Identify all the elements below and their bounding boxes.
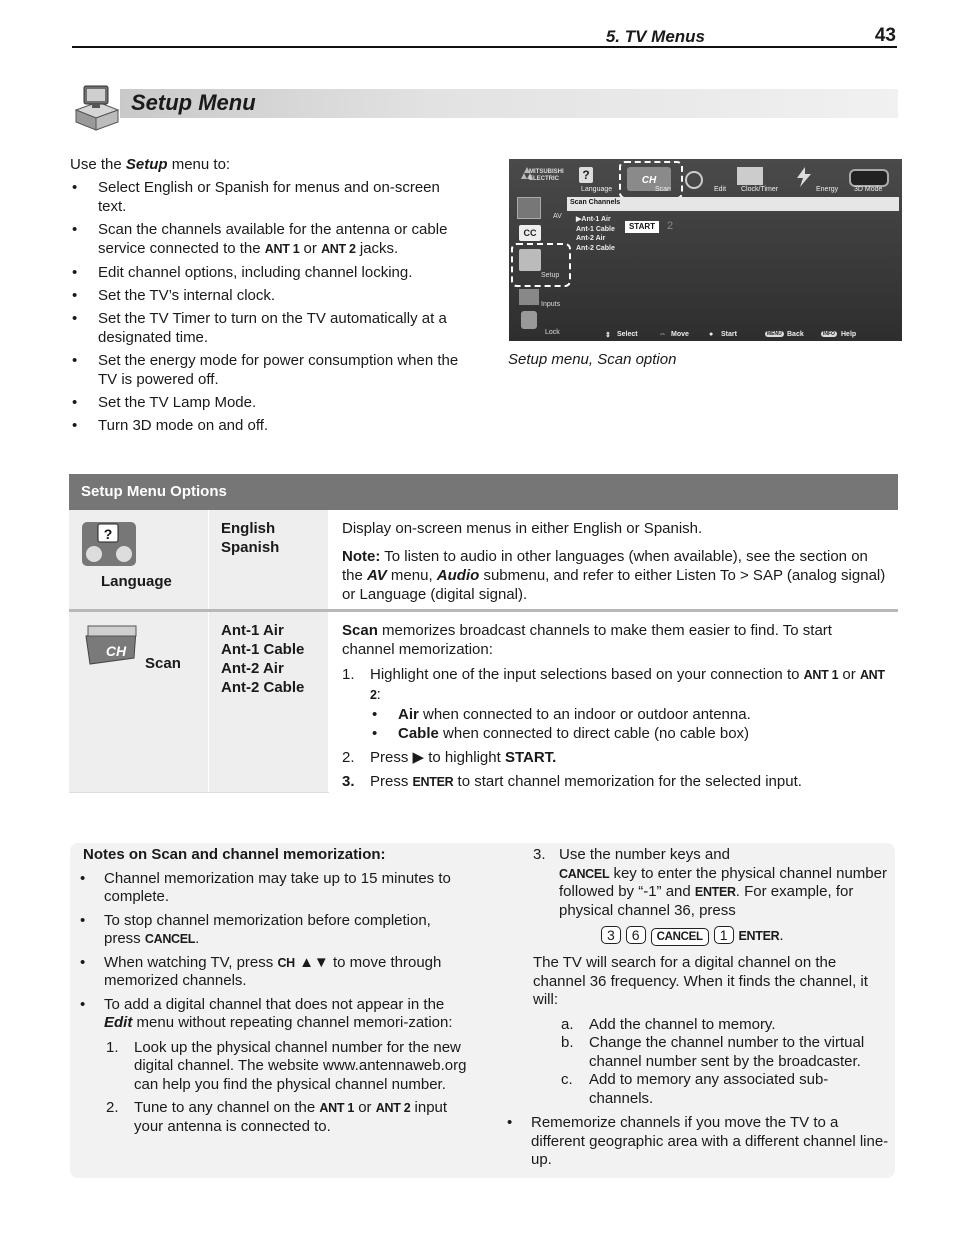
intro-bullets: [70, 178, 470, 435]
notes-heading: Notes on Scan and channel memorization:: [83, 846, 386, 863]
language-note: [342, 547, 888, 604]
scan-intro-text: memorizes broadcast channels to make them easier to find. To start channel memorization:: [342, 622, 832, 658]
item-text: Change the channel number to the virtual channel number sent by the broadcaster.: [589, 1034, 865, 1070]
air-label: Air: [398, 706, 419, 723]
intro-bullet: • Set the TV Timer to turn on the TV automatically at a designated time.: [70, 309, 470, 347]
logo-text: MITSUBISHI ELECTRIC: [529, 169, 564, 182]
scan-panel-title: Scan Channels: [570, 199, 621, 206]
step-text: Tune to any channel on the: [134, 1099, 320, 1116]
setup-highlight: [511, 243, 571, 287]
start-number: 2: [667, 220, 674, 232]
move-icon: ⇔: [659, 331, 666, 338]
up-down-arrows-icon: ▲▼: [294, 953, 329, 971]
ant2-label: ANT 2: [375, 1101, 411, 1115]
intro-bullet: • Set the TV Lamp Mode.: [70, 393, 470, 412]
cancel-key-label: CANCEL: [559, 866, 610, 881]
ch-key-label: CH: [277, 955, 295, 970]
intro-bullet: • Select English or Spanish for menus and on-screen text.: [70, 178, 470, 216]
digital-step-3: [531, 846, 891, 946]
result-b: [531, 1034, 891, 1071]
select-icon: ⇕: [605, 332, 611, 339]
footer-select: Select: [617, 331, 638, 338]
cancel-key-label: CANCEL: [144, 932, 196, 946]
item-letter: b.: [561, 1034, 574, 1051]
notes-list: [78, 870, 468, 1137]
result-c: [531, 1071, 891, 1108]
choice-ant1-cable: Ant-1 Cable: [221, 641, 305, 658]
note-text: To listen to audio in other languages (when available), see the section on the: [342, 548, 868, 584]
language-icon: [82, 522, 136, 566]
scan-step-3: [342, 772, 888, 792]
note-text: To stop channel memorization before completion, press: [104, 911, 431, 947]
scan-steps: [342, 665, 888, 792]
step-text: Press: [370, 749, 413, 766]
intro-bullet: • Set the TV’s internal clock.: [70, 286, 470, 305]
input-ant2-air: Ant-2 Air: [576, 235, 606, 242]
rememorize-text: Rememorize channels if you move the TV to a different geographic area with a different channel line-up.: [531, 1114, 889, 1168]
item-text: Add the channel to memory.: [589, 1015, 776, 1033]
step-text: or: [838, 666, 860, 683]
step-number: 3.: [342, 773, 355, 790]
svg-text:?: ?: [103, 526, 113, 542]
note-text: When watching TV, press: [104, 953, 278, 971]
step-number: 1.: [106, 1038, 119, 1056]
side-lock: Lock: [545, 329, 560, 336]
choice-english: English: [221, 520, 276, 537]
item-letter: c.: [561, 1071, 573, 1088]
table-bottom-edge: [69, 792, 329, 793]
intro-bullet: • Set the energy mode for power consumption when the TV is powered off.: [70, 351, 470, 389]
step-text: Press: [370, 773, 413, 790]
connection-types: [370, 705, 888, 743]
menu-language: Language: [581, 186, 613, 193]
bullet: •: [507, 1114, 513, 1131]
start-icon: ●: [709, 331, 714, 338]
setup-toolbox-icon: [72, 80, 122, 132]
language-choices: [221, 519, 279, 557]
key-sequence-end: .: [779, 927, 784, 944]
scan-choices: [221, 621, 304, 697]
note-text: menu,: [386, 567, 437, 584]
step-text: Use the number keys and: [559, 846, 730, 863]
scan-intro: [342, 621, 888, 659]
menu-edit: Edit: [714, 186, 727, 193]
ant1-label: ANT 1: [264, 242, 300, 256]
right-arrow-icon: ▶: [412, 749, 425, 766]
choice-ant1-air: Ant-1 Air: [221, 622, 284, 639]
cable-text: when connected to direct cable (no cable box): [438, 725, 750, 742]
note-item: • Channel memorization may take up to 15 minutes to complete.: [78, 870, 468, 907]
bullet-text: or: [299, 240, 322, 257]
options-table-header: [69, 474, 898, 510]
step-text: or: [354, 1099, 376, 1116]
options-table-title: Setup Menu Options: [81, 483, 227, 500]
note-text: To add a digital channel that does not appear in the: [104, 995, 445, 1013]
key-3-icon: 3: [601, 926, 621, 944]
inputs-icon: [519, 289, 539, 305]
clock-timer-icon: [737, 167, 763, 185]
page-title: Setup Menu: [131, 90, 256, 115]
language-icon: ?: [579, 167, 593, 183]
choice-ant2-cable: Ant-2 Cable: [221, 679, 305, 696]
air-text: when connected to an indoor or outdoor antenna.: [418, 706, 751, 723]
av-icon: [517, 197, 541, 219]
intro-bullet: [70, 220, 470, 259]
enter-key-label: ENTER: [694, 885, 736, 899]
scan-bold: Scan: [342, 622, 378, 639]
choice-spanish: Spanish: [221, 539, 280, 556]
lock-icon: [521, 311, 537, 329]
rememorize-note: [507, 1114, 891, 1170]
step-number: 3.: [533, 846, 546, 863]
bullet-text: Scan the channels available for the antenna or cable service connected to the: [98, 221, 448, 257]
note-text: to move through memorized channels.: [104, 953, 442, 989]
input-ant2-cable: Ant-2 Cable: [576, 244, 615, 252]
input-ant1-cable: Ant-1 Cable: [576, 225, 615, 233]
digital-steps: [104, 1039, 468, 1137]
note-av: AV: [367, 567, 387, 584]
cable-label: Cable: [398, 725, 439, 742]
ant1-label: ANT 1: [803, 668, 839, 682]
scan-step-1: [342, 665, 888, 743]
scan-input-list: [576, 215, 615, 253]
side-av: AV: [553, 213, 562, 220]
lead-setup: Setup: [125, 156, 168, 173]
step-number: 2.: [342, 749, 355, 766]
intro-bullet: • Edit channel options, including channel locking.: [70, 263, 470, 282]
energy-icon: [793, 167, 815, 187]
page-number: 43: [874, 25, 896, 46]
input-ant1-air: ▶Ant-1 Air: [576, 216, 611, 223]
screenshot-caption: Setup menu, Scan option: [508, 351, 677, 368]
cancel-key-icon: CANCEL: [651, 928, 709, 946]
note-audio: Audio: [436, 567, 480, 584]
menu-key-icon: MENU: [767, 331, 782, 337]
step-text: to highlight: [424, 749, 505, 766]
bullet-text: jacks.: [355, 240, 399, 257]
section-title: 5. TV Menus: [605, 27, 705, 46]
note-label: Note:: [342, 548, 381, 565]
scan-ch-icon-text: CH: [105, 643, 127, 659]
note-item: [78, 954, 468, 991]
footer-back: Back: [787, 331, 804, 338]
cc-icon: CC: [519, 225, 541, 241]
lead-text-after: menu to:: [167, 156, 231, 173]
menu-3d-mode: 3D Mode: [854, 186, 883, 193]
footer-start: Start: [721, 331, 737, 338]
note-item: [78, 912, 468, 949]
scan-icon: CH: [627, 167, 671, 191]
enter-key-icon: ENTER: [738, 929, 780, 943]
3d-glasses-icon: [849, 169, 889, 187]
edit-label: Edit: [104, 1014, 133, 1031]
menu-clock-timer: Clock/Timer: [741, 186, 779, 193]
menu-scan: Scan: [655, 186, 671, 193]
step-number: 2.: [106, 1099, 119, 1116]
note-text: .: [195, 930, 200, 947]
note-item: [78, 996, 468, 1137]
language-description: [342, 519, 888, 604]
tv-screen-illustration: [509, 159, 902, 341]
lead-text: Use the: [70, 156, 126, 173]
search-text: The TV will search for a digital channel on the channel 36 frequency. When it finds the channel, it will:: [533, 954, 868, 1008]
step-text: . For example, for physical channel 36, press: [559, 883, 854, 919]
step-text: :: [376, 686, 381, 703]
side-setup: Setup: [541, 272, 560, 279]
footer-help: Help: [841, 331, 857, 338]
ant2-label: ANT 2: [321, 242, 356, 256]
cable-bullet: [370, 724, 888, 743]
side-inputs: Inputs: [541, 301, 561, 308]
air-bullet: [370, 705, 888, 724]
ant1-label: ANT 1: [319, 1101, 355, 1115]
intro-section: [70, 155, 470, 439]
ant2-label: ANT 2: [370, 668, 885, 702]
note-text: menu without repeating channel memori-zation:: [132, 1014, 453, 1031]
digital-step-1: [104, 1039, 468, 1095]
menu-energy: Energy: [816, 186, 839, 193]
scan-step-2: [342, 748, 888, 767]
start-label: START.: [504, 749, 557, 766]
step-text: to start channel memorization for the selected input.: [453, 773, 802, 790]
scan-highlight: [619, 161, 683, 199]
note-text: submenu, and refer to either Listen To > SAP (analog signal) or Language (digital signal).: [342, 567, 886, 603]
search-results-list: [531, 1016, 891, 1109]
key-1-icon: 1: [714, 926, 734, 944]
header-rule: [72, 46, 897, 48]
intro-lead: [70, 155, 470, 174]
enter-key-label: ENTER: [412, 775, 454, 789]
step-number: 1.: [342, 666, 355, 683]
item-text: Add to memory any associated sub-channels.: [589, 1071, 829, 1107]
scan-description: [342, 621, 888, 797]
footer-move: Move: [671, 331, 689, 338]
key-6-icon: 6: [626, 926, 646, 944]
notes-right-column: [507, 846, 891, 1170]
choice-ant2-air: Ant-2 Air: [221, 660, 284, 677]
step-text: Highlight one of the input selections based on your connection to: [370, 666, 804, 683]
language-desc-text: Display on-screen menus in either English or Spanish.: [342, 520, 703, 537]
step-text: key to enter the physical channel number followed by “-1” and: [559, 864, 887, 900]
digital-step-2: [104, 1099, 468, 1136]
step-text: Look up the physical channel number for the new digital channel. The website www.antennaweb.org can help you find the physical channel number.: [134, 1038, 467, 1093]
result-a: [531, 1016, 891, 1035]
language-label: Language: [101, 573, 172, 590]
intro-bullet: • Turn 3D mode on and off.: [70, 416, 470, 435]
scan-label: Scan: [145, 655, 181, 672]
start-button: START: [625, 221, 659, 233]
notes-left-column: [78, 846, 468, 1141]
scan-ch-icon: [82, 624, 138, 668]
item-letter: a.: [561, 1015, 574, 1033]
edit-icon: [685, 171, 703, 189]
info-key-icon: INFO: [823, 331, 835, 337]
step-text: input your antenna is connected to.: [134, 1099, 448, 1135]
key-sequence: [601, 926, 891, 946]
